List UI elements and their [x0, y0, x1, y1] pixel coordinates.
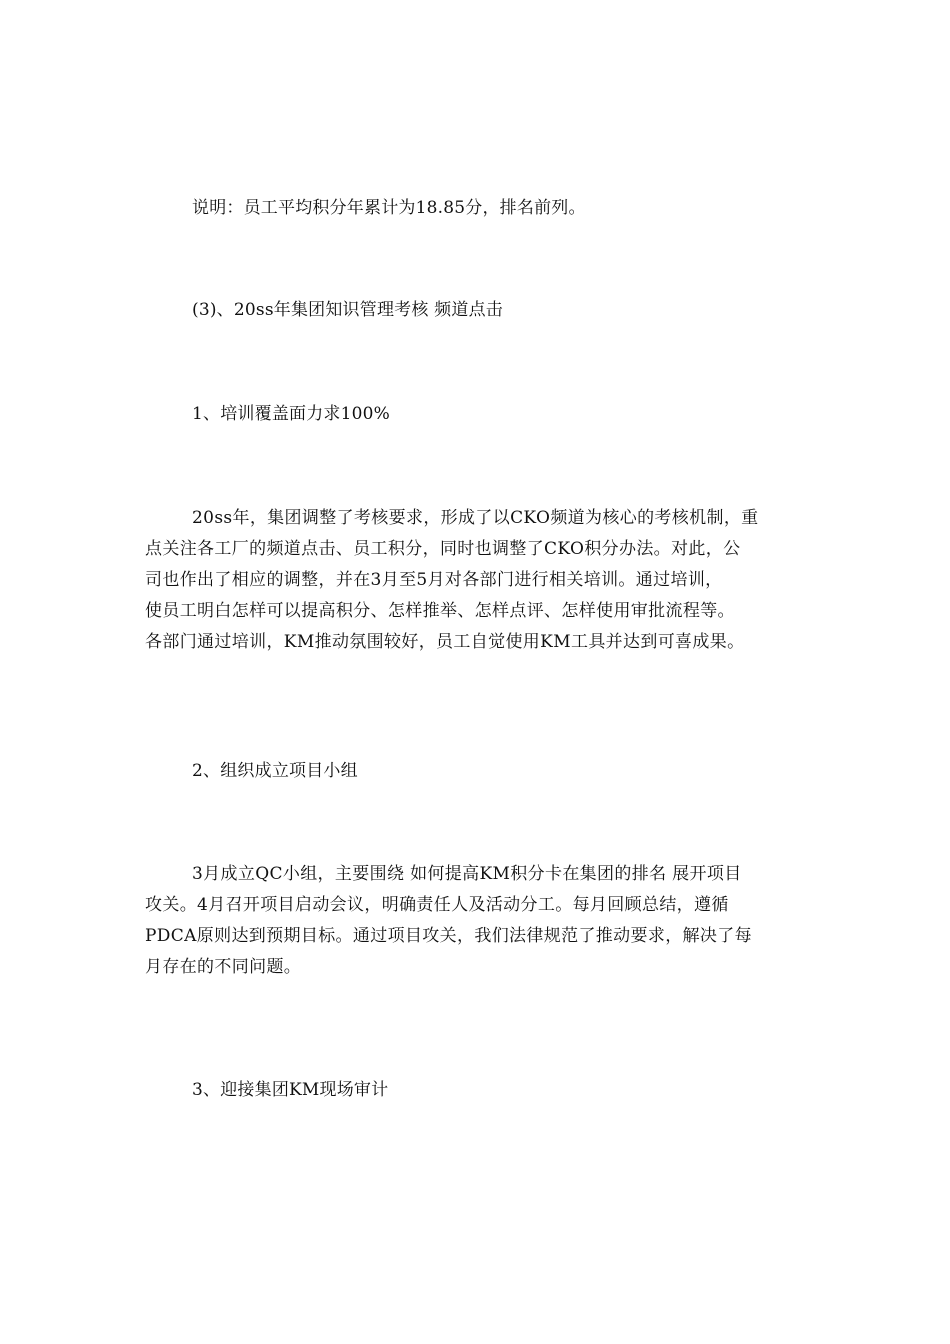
section-heading: (3)、20ss年集团知识管理考核 频道点击 — [192, 300, 503, 320]
item1-paragraph — [145, 503, 810, 658]
paragraph-line: 月存在的不同问题。 — [145, 957, 302, 977]
paragraph-line: 3月成立QC小组，主要围绕 如何提高KM积分卡在集团的排名 展开项目 — [192, 864, 742, 884]
paragraph-line: 攻关。4月召开项目启动会议，明确责任人及活动分工。每月回顾总结，遵循 — [145, 895, 729, 915]
paragraph-line: 点关注各工厂的频道点击、员工积分，同时也调整了CKO积分办法。对此，公 — [145, 539, 741, 559]
paragraph-line: 20ss年，集团调整了考核要求，形成了以CKO频道为核心的考核机制，重 — [192, 508, 759, 528]
item2-heading: 2、组织成立项目小组 — [192, 761, 358, 781]
paragraph-line: 各部门通过培训，KM推动氛围较好，员工自觉使用KM工具并达到可喜成果。 — [145, 632, 745, 652]
paragraph-line: PDCA原则达到预期目标。通过项目攻关，我们法律规范了推动要求，解决了每 — [145, 926, 752, 946]
item3-heading: 3、迎接集团KM现场审计 — [192, 1080, 389, 1100]
paragraph-line: 使员工明白怎样可以提高积分、怎样推举、怎样点评、怎样使用审批流程等。 — [145, 601, 735, 621]
paragraph-line: 司也作出了相应的调整，并在3月至5月对各部门进行相关培训。通过培训， — [145, 570, 723, 590]
note-text: 说明：员工平均积分年累计为18.85分，排名前列。 — [192, 198, 586, 218]
item2-paragraph — [145, 859, 810, 983]
item1-heading: 1、培训覆盖面力求100% — [192, 404, 391, 424]
